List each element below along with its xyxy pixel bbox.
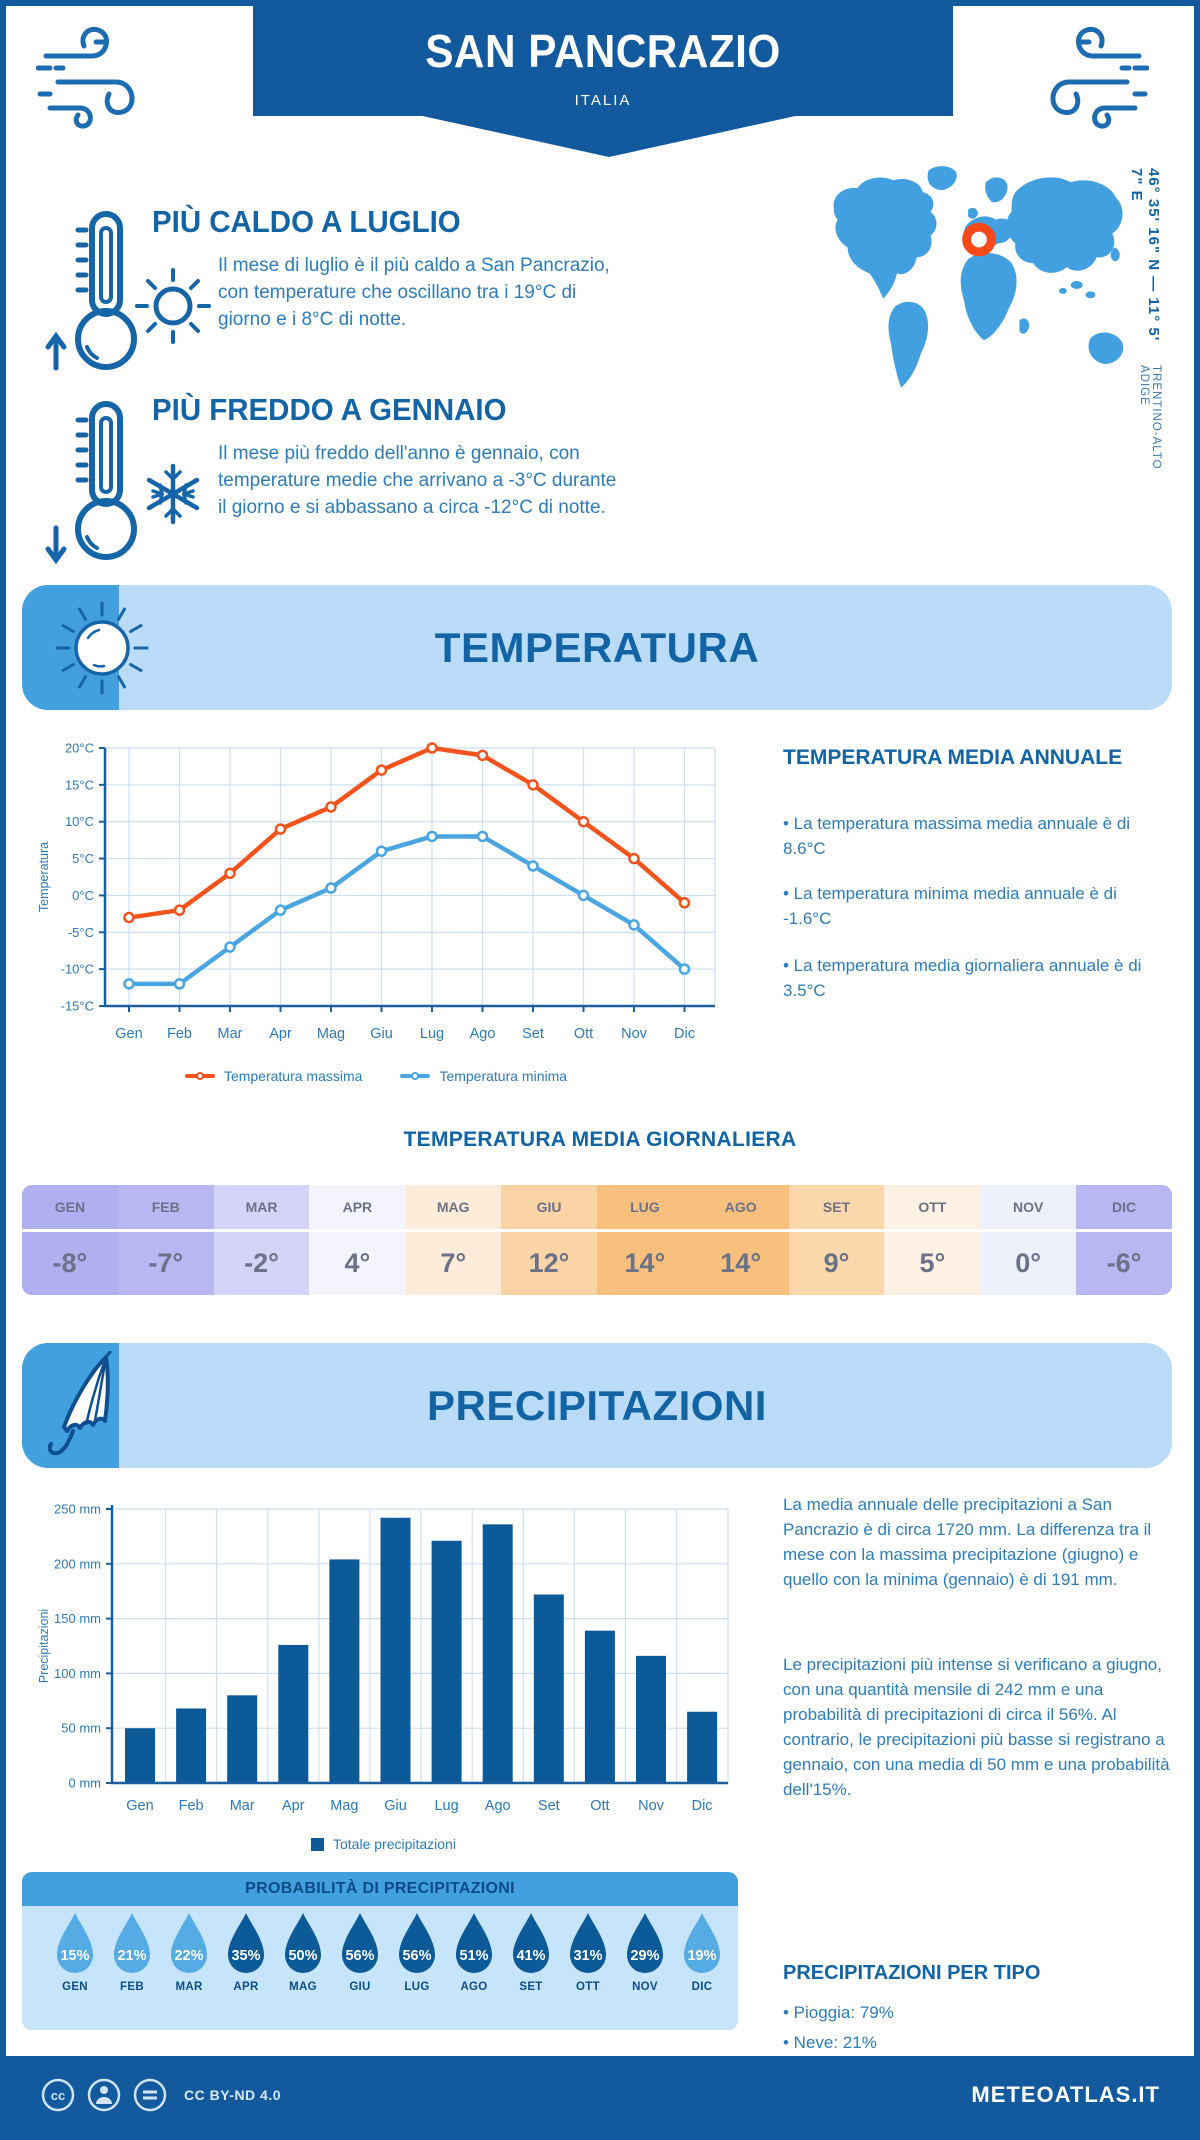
page-title: SAN PANCRAZIO [425, 25, 781, 77]
svg-text:Nov: Nov [621, 1026, 647, 1042]
probability-drop [508, 1912, 554, 1993]
daily-temp-month: GIU [536, 1199, 562, 1215]
world-map [818, 156, 1134, 404]
daily-temp-month: MAG [436, 1199, 470, 1215]
svg-text:Gen: Gen [115, 1026, 143, 1042]
geo-labels [1128, 168, 1162, 498]
attribution-person-icon [86, 2077, 122, 2113]
svg-text:200 mm: 200 mm [54, 1556, 101, 1572]
svg-text:Set: Set [537, 1798, 560, 1814]
probability-drop-month: DIC [691, 1981, 713, 1993]
svg-text:15°C: 15°C [64, 777, 94, 793]
daily-temp-cell [501, 1185, 597, 1295]
svg-text:Precipitazioni: Precipitazioni [37, 1608, 51, 1684]
cc-license-icons [40, 2077, 168, 2113]
svg-text:Ott: Ott [590, 1798, 610, 1814]
daily-temp-value: 5° [884, 1229, 980, 1295]
precipitation-chart-legend: Totale precipitazioni [311, 1836, 456, 1852]
annual-temp-bullet: • La temperatura massima media annuale è di 8.6°C [783, 814, 1131, 858]
precipitation-banner-title: PRECIPITAZIONI [427, 1382, 767, 1429]
svg-text:56%: 56% [402, 1948, 432, 1964]
svg-text:5°C: 5°C [72, 851, 94, 867]
annual-temp-bullet: • La temperatura media giornaliera annuale è di 3.5°C [783, 956, 1142, 1000]
daily-temp-month: OTT [918, 1199, 947, 1215]
water-drop-icon [622, 1912, 668, 1974]
precip-probability-heading: PROBABILITÀ DI PRECIPITAZIONI [22, 1872, 738, 1906]
svg-text:Giu: Giu [384, 1798, 407, 1814]
svg-text:15%: 15% [60, 1948, 90, 1964]
temperature-line-chart [30, 735, 730, 1055]
daily-temp-value: -2° [214, 1229, 310, 1295]
svg-text:Dic: Dic [674, 1026, 695, 1042]
daily-temp-cell [884, 1185, 980, 1295]
water-drop-icon [223, 1912, 269, 1974]
temperature-chart-legend [146, 1068, 606, 1084]
daily-temp-month: AGO [724, 1199, 757, 1215]
probability-drop [166, 1912, 212, 1993]
wind-icon [1014, 22, 1149, 134]
probability-drop [451, 1912, 497, 1993]
svg-text:41%: 41% [516, 1948, 546, 1964]
page-subtitle: ITALIA [574, 92, 632, 109]
svg-text:Giu: Giu [370, 1026, 393, 1042]
svg-text:-10°C: -10°C [60, 961, 94, 977]
daily-temp-cell [118, 1185, 214, 1295]
probability-drop-month: APR [233, 1981, 259, 1993]
svg-text:Nov: Nov [638, 1798, 664, 1814]
svg-text:20°C: 20°C [64, 740, 94, 756]
daily-temp-value: 12° [501, 1229, 597, 1295]
svg-text:Apr: Apr [269, 1026, 292, 1042]
svg-text:0°C: 0°C [72, 887, 94, 903]
probability-drop [52, 1912, 98, 1993]
precipitation-paragraph: Le precipitazioni più intense si verificano a giugno, con una quantità mensile di 242 mm e una probabilità di precipitazioni di circa il 56%. Al contrario, le precipitazioni più basse si registrano a gennaio, con una media di 50 mm e una probabilità dell'15%. [783, 1655, 1170, 1799]
header-banner [253, 6, 953, 116]
svg-text:Mag: Mag [330, 1798, 359, 1814]
water-drop-icon [52, 1912, 98, 1974]
brand-label: METEOATLAS.IT [971, 2082, 1160, 2107]
svg-text:Dic: Dic [691, 1798, 713, 1814]
svg-text:Ago: Ago [469, 1026, 496, 1042]
probability-drop [280, 1912, 326, 1993]
region-label: TRENTINO-ALTO ADIGE [1138, 364, 1162, 470]
svg-text:29%: 29% [630, 1948, 660, 1964]
coordinates-label: 46° 35' 16" N — 11° 5' 7" E [1128, 168, 1162, 342]
daily-temp-table [22, 1185, 1172, 1295]
precip-probability-panel [22, 1872, 738, 2030]
probability-drop-month: AGO [460, 1981, 488, 1993]
wind-icon [36, 22, 171, 134]
cold-section-text: Il mese più freddo dell'anno è gennaio, con temperature medie che arrivano a -3°C durante il giorno e si abbassano a circa -12°C di notte. [218, 443, 617, 518]
svg-text:-15°C: -15°C [60, 998, 94, 1014]
water-drop-icon [109, 1912, 155, 1974]
probability-drop [109, 1912, 155, 1993]
svg-text:250 mm: 250 mm [54, 1501, 101, 1517]
svg-text:51%: 51% [459, 1948, 489, 1964]
svg-text:Apr: Apr [282, 1798, 305, 1814]
daily-temp-cell [214, 1185, 310, 1295]
svg-text:19%: 19% [687, 1948, 717, 1964]
svg-text:0 mm: 0 mm [68, 1775, 101, 1791]
daily-temp-value: -7° [118, 1229, 214, 1295]
daily-temp-value: -8° [22, 1229, 118, 1295]
daily-temp-cell [405, 1185, 501, 1295]
svg-text:Set: Set [522, 1026, 544, 1042]
daily-temp-value: 9° [789, 1229, 885, 1295]
legend-item: Temperatura minima [400, 1068, 567, 1084]
probability-drop [223, 1912, 269, 1993]
daily-temp-month: GEN [54, 1199, 86, 1215]
daily-temp-heading: TEMPERATURA MEDIA GIORNALIERA [403, 1128, 797, 1151]
svg-text:100 mm: 100 mm [54, 1665, 101, 1681]
water-drop-icon [280, 1912, 326, 1974]
svg-text:Mar: Mar [229, 1798, 255, 1814]
probability-drop [394, 1912, 440, 1993]
precip-type-rain: • Pioggia: 79% [783, 2003, 894, 2022]
daily-temp-value: 14° [693, 1229, 789, 1295]
license-label: CC BY-ND 4.0 [184, 2087, 282, 2103]
svg-text:-5°C: -5°C [67, 924, 94, 940]
water-drop-icon [394, 1912, 440, 1974]
daily-temp-value: 4° [309, 1229, 405, 1295]
svg-text:Feb: Feb [167, 1026, 192, 1042]
daily-temp-month: DIC [1111, 1199, 1137, 1215]
temperature-banner [22, 585, 1172, 710]
daily-temp-cell [693, 1185, 789, 1295]
probability-drop-month: MAR [175, 1981, 203, 1993]
cold-section-title: PIÙ FREDDO A GENNAIO [152, 392, 507, 427]
svg-text:150 mm: 150 mm [54, 1611, 101, 1627]
legend-item: Temperatura massima [185, 1068, 363, 1084]
svg-text:56%: 56% [345, 1948, 375, 1964]
precip-by-type-heading: PRECIPITAZIONI PER TIPO [783, 1962, 1041, 1984]
no-derivatives-icon [132, 2077, 168, 2113]
probability-drop-month: GIU [349, 1981, 371, 1993]
svg-text:Lug: Lug [434, 1798, 459, 1814]
annual-temp-heading: TEMPERATURA MEDIA ANNUALE [783, 746, 1123, 769]
probability-drop [679, 1912, 725, 1993]
probability-drop-month: LUG [404, 1981, 430, 1993]
daily-temp-month: APR [342, 1199, 373, 1215]
daily-temp-month: MAR [245, 1199, 278, 1215]
probability-drop-month: FEB [120, 1981, 144, 1993]
daily-temp-cell [22, 1185, 118, 1295]
daily-temp-value: -6° [1076, 1229, 1172, 1295]
location-marker [971, 232, 987, 248]
probability-drop [337, 1912, 383, 1993]
svg-text:Mag: Mag [316, 1026, 346, 1042]
svg-text:Feb: Feb [178, 1798, 204, 1814]
probability-drop-month: GEN [62, 1981, 88, 1993]
precipitation-bar-chart [30, 1470, 740, 1822]
svg-text:Ott: Ott [573, 1026, 594, 1042]
probability-drop-month: OTT [576, 1981, 600, 1993]
svg-text:Temperatura: Temperatura [37, 841, 51, 913]
daily-temp-cell [789, 1185, 885, 1295]
precip-type-snow: • Neve: 21% [783, 2033, 877, 2052]
daily-temp-value: 14° [597, 1229, 693, 1295]
svg-text:50%: 50% [288, 1948, 318, 1964]
daily-temp-month: SET [822, 1199, 851, 1215]
daily-temp-value: 0° [980, 1229, 1076, 1295]
daily-temp-cell [309, 1185, 405, 1295]
probability-drop-month: MAG [289, 1981, 317, 1993]
probability-drop-month: SET [519, 1981, 543, 1993]
water-drop-icon [166, 1912, 212, 1974]
daily-temp-cell [597, 1185, 693, 1295]
daily-temp-cell [980, 1185, 1076, 1295]
probability-drop-month: NOV [632, 1981, 658, 1993]
cc-icon [40, 2077, 76, 2113]
svg-text:Ago: Ago [484, 1798, 511, 1814]
svg-text:Gen: Gen [126, 1798, 154, 1814]
footer-bar [6, 2056, 1194, 2134]
svg-text:Lug: Lug [419, 1026, 445, 1042]
svg-text:22%: 22% [174, 1948, 204, 1964]
water-drop-icon [337, 1912, 383, 1974]
probability-drop [565, 1912, 611, 1993]
warm-section-title: PIÙ CALDO A LUGLIO [152, 204, 461, 239]
temperature-banner-title: TEMPERATURA [434, 624, 760, 671]
water-drop-icon [679, 1912, 725, 1974]
water-drop-icon [508, 1912, 554, 1974]
svg-text:35%: 35% [231, 1948, 261, 1964]
svg-text:Mar: Mar [217, 1026, 243, 1042]
daily-temp-cell [1076, 1185, 1172, 1295]
daily-temp-month: LUG [630, 1199, 660, 1215]
annual-temp-bullet: • La temperatura minima media annuale è di -1.6°C [783, 884, 1117, 928]
precipitation-paragraph: La media annuale delle precipitazioni a San Pancrazio è di circa 1720 mm. La differenza tra il mese con la massima precipitazione (giugno) e quello con la minima (gennaio) è di 191 mm. [783, 1495, 1152, 1589]
water-drop-icon [451, 1912, 497, 1974]
svg-text:10°C: 10°C [64, 814, 94, 830]
svg-text:cc: cc [50, 2088, 66, 2103]
probability-drop [622, 1912, 668, 1993]
header-chevron [418, 115, 800, 159]
daily-temp-month: NOV [1013, 1199, 1044, 1215]
daily-temp-month: FEB [151, 1199, 180, 1215]
daily-temp-value: 7° [405, 1229, 501, 1295]
water-drop-icon [565, 1912, 611, 1974]
warm-section-text: Il mese di luglio è il più caldo a San Pancrazio, con temperature che oscillano tra i 19°C di giorno e i 8°C di notte. [218, 255, 610, 330]
svg-text:31%: 31% [573, 1948, 603, 1964]
svg-text:50 mm: 50 mm [61, 1720, 101, 1736]
precipitation-banner [22, 1343, 1172, 1468]
svg-text:21%: 21% [117, 1948, 147, 1964]
